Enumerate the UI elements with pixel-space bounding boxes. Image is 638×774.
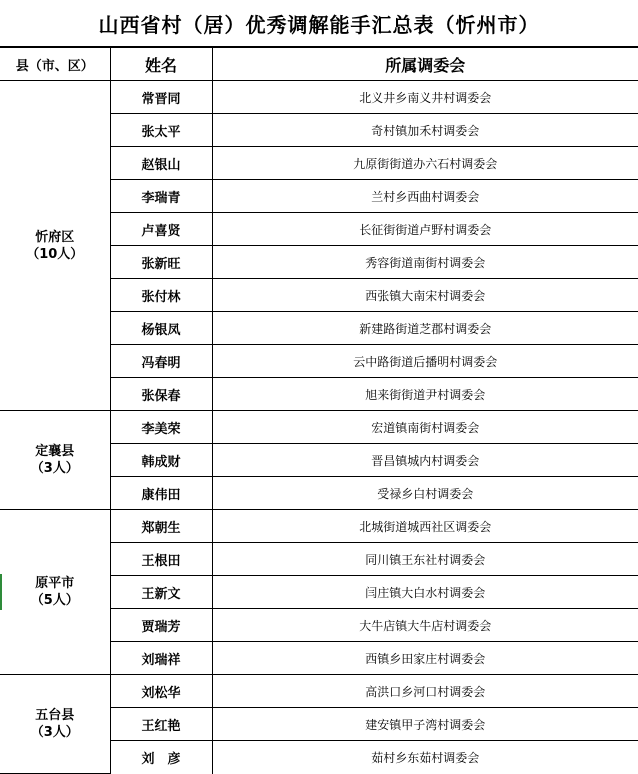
county-count: （10人） — [26, 246, 84, 262]
mediation-committee: 西张镇大南宋村调委会 — [212, 279, 638, 312]
mediator-name: 张新旺 — [110, 246, 212, 279]
header-name: 姓名 — [110, 48, 212, 81]
mediator-name: 李美荣 — [110, 411, 212, 444]
mediation-committee: 旭来街街道尹村调委会 — [212, 378, 638, 411]
mediator-name: 杨银凤 — [110, 312, 212, 345]
table-body — [0, 81, 638, 774]
cell-selection-marker — [0, 574, 2, 610]
mediator-name: 卢喜贤 — [110, 213, 212, 246]
mediation-committee: 北城街道城西社区调委会 — [212, 510, 638, 543]
mediation-committee: 茹村乡东茹村调委会 — [212, 741, 638, 774]
county-count: （5人） — [30, 593, 79, 608]
mediation-committee: 晋昌镇城内村调委会 — [212, 444, 638, 477]
mediator-name: 李瑞青 — [110, 180, 212, 213]
mediator-name: 张保春 — [110, 378, 212, 411]
mediation-committee: 西镇乡田家庄村调委会 — [212, 642, 638, 675]
mediator-name: 韩成财 — [110, 444, 212, 477]
mediator-name: 刘松华 — [110, 675, 212, 708]
page-title: 山西省村（居）优秀调解能手汇总表（忻州市） — [98, 12, 540, 37]
county-count: （3人） — [30, 461, 79, 476]
mediator-name: 郑朝生 — [110, 510, 212, 543]
mediation-committee: 秀容街道南街村调委会 — [212, 246, 638, 279]
mediator-name: 常晋同 — [110, 81, 212, 114]
table-row — [0, 675, 638, 708]
mediator-name: 王根田 — [110, 543, 212, 576]
header-org: 所属调委会 — [212, 48, 638, 81]
header-county: 县（市、区） — [0, 48, 110, 81]
county-cell — [0, 411, 110, 510]
mediation-committee: 建安镇甲子湾村调委会 — [212, 708, 638, 741]
mediator-name: 贾瑞芳 — [110, 609, 212, 642]
mediation-committee: 同川镇王东社村调委会 — [212, 543, 638, 576]
mediation-committee: 兰村乡西曲村调委会 — [212, 180, 638, 213]
mediation-committee: 闫庄镇大白水村调委会 — [212, 576, 638, 609]
county-name: 定襄县 — [35, 444, 75, 459]
mediator-name: 刘瑞祥 — [110, 642, 212, 675]
county-name: 忻府区 — [35, 229, 75, 245]
mediator-name: 赵银山 — [110, 147, 212, 180]
mediation-committee: 新建路街道芝郡村调委会 — [212, 312, 638, 345]
mediation-committee: 宏道镇南街村调委会 — [212, 411, 638, 444]
mediator-name: 王红艳 — [110, 708, 212, 741]
mediation-committee: 大牛店镇大牛店村调委会 — [212, 609, 638, 642]
mediator-name: 张付林 — [110, 279, 212, 312]
mediator-name: 王新文 — [110, 576, 212, 609]
mediation-committee: 受禄乡白村调委会 — [212, 477, 638, 510]
header-row — [0, 48, 638, 81]
mediation-committee: 奇村镇加禾村调委会 — [212, 114, 638, 147]
mediator-name: 刘 彦 — [110, 741, 212, 774]
mediator-name: 张太平 — [110, 114, 212, 147]
table-row — [0, 81, 638, 114]
county-cell — [0, 675, 110, 774]
mediator-table — [0, 47, 638, 774]
mediator-name: 康伟田 — [110, 477, 212, 510]
title-bar — [0, 0, 638, 47]
mediation-committee: 云中路街道后播明村调委会 — [212, 345, 638, 378]
county-name: 原平市 — [35, 576, 75, 591]
mediation-committee: 北义井乡南义井村调委会 — [212, 81, 638, 114]
county-cell — [0, 510, 110, 675]
mediation-committee: 长征街街道卢野村调委会 — [212, 213, 638, 246]
county-count: （3人） — [30, 725, 79, 740]
county-cell — [0, 81, 110, 411]
mediator-name: 冯春明 — [110, 345, 212, 378]
county-name: 五台县 — [35, 708, 75, 723]
table-row — [0, 510, 638, 543]
mediation-committee: 高洪口乡河口村调委会 — [212, 675, 638, 708]
table-row — [0, 411, 638, 444]
mediation-committee: 九原街街道办六石村调委会 — [212, 147, 638, 180]
